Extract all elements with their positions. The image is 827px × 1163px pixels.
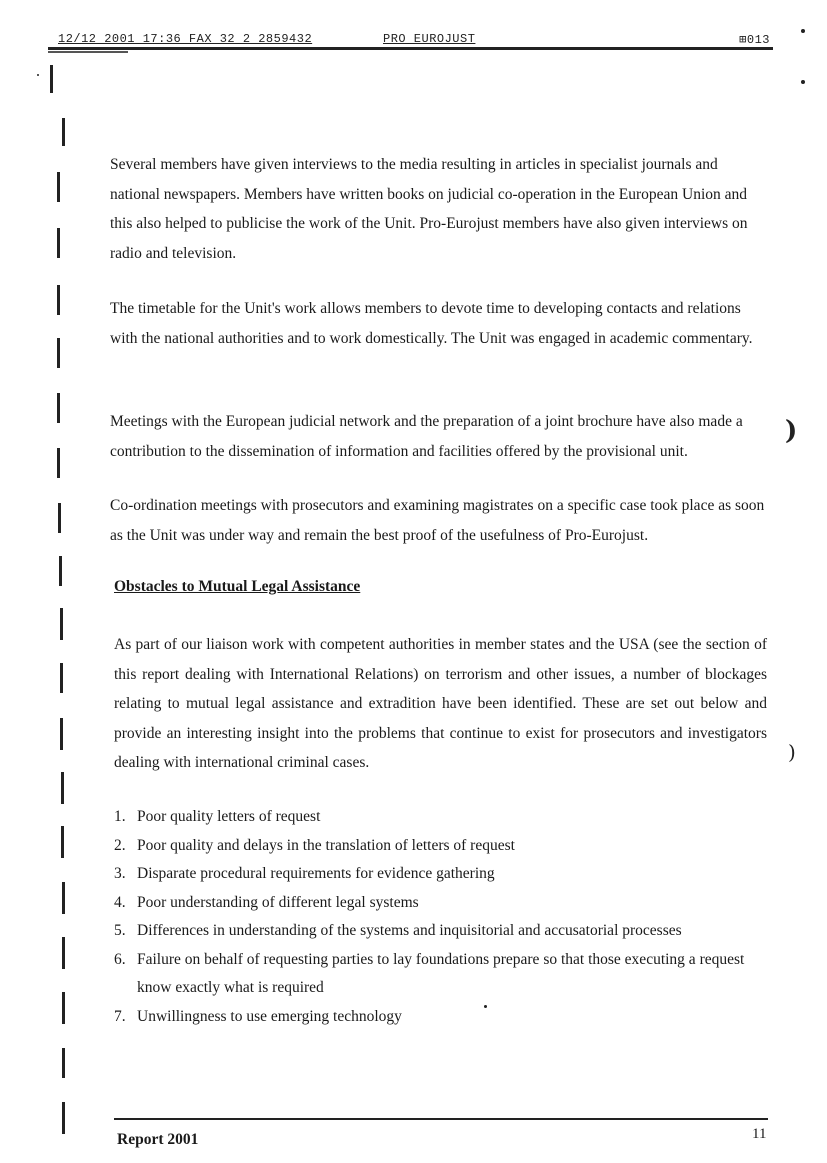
- list-item-text: Poor understanding of different legal systems: [137, 893, 419, 911]
- scan-margin-bar: [60, 718, 63, 750]
- list-item: [114, 889, 754, 918]
- list-item-number: 4.: [114, 893, 126, 911]
- section-heading: Obstacles to Mutual Legal Assistance: [114, 578, 361, 595]
- scan-margin-bar: [62, 1048, 65, 1078]
- list-item-number: 6.: [114, 950, 126, 968]
- fax-header-rule: [48, 47, 773, 50]
- paragraph-meetings: Meetings with the European judicial network and the preparation of a joint brochure have also made a contribution to the dissemination of information and facilities offered by the provisional unit.: [110, 413, 743, 460]
- scan-margin-bar: [57, 338, 60, 368]
- scan-margin-bar: [61, 826, 64, 858]
- list-item: [114, 832, 754, 861]
- footer-report-title: Report 2001: [117, 1131, 199, 1148]
- scan-speck: [801, 29, 805, 33]
- scan-margin-bar: [57, 228, 60, 258]
- list-item-text: Poor quality letters of request: [137, 808, 321, 825]
- footer-page-number: 11: [752, 1126, 767, 1142]
- scan-margin-bar: [57, 172, 60, 202]
- list-item-text: Differences in understanding of the systems and inquisitorial and accusatorial processes: [137, 922, 682, 939]
- paragraph-coordination: Co-ordination meetings with prosecutors and examining magistrates on a specific case took place as soon as the Unit was under way and remain the best proof of the usefulness of Pro-Eurojust.: [110, 497, 765, 544]
- fax-page-number: ⊞013: [739, 33, 770, 47]
- list-item-text: Unwillingness to use emerging technology: [137, 1007, 402, 1025]
- list-item-number: 5.: [114, 922, 126, 939]
- scan-edge-mark: [50, 65, 53, 93]
- scan-margin-bar: [58, 503, 61, 533]
- list-item-text: Failure on behalf of requesting parties to lay foundations prepare so that those executing a request know exactly what is required: [137, 950, 745, 996]
- list-item-number: 2.: [114, 836, 126, 854]
- scan-margin-bar: [60, 663, 63, 693]
- section-intro: As part of our liaison work with competent authorities in member states and the USA (see the section of this report dealing with International Relations) on terrorism and other issues, a number of blockages relating to mutual legal assistance and extradition have been identified. These are set out below and provide an interesting insight into the problems that continue to exist for prosecutors and investigators dealing with international criminal cases.: [114, 636, 767, 771]
- scan-margin-bar: [62, 882, 65, 914]
- paragraph-timetable: The timetable for the Unit's work allows members to devote time to developing contacts and relations with the national authorities and to work domestically. The Unit was engaged in academic commentary.: [110, 300, 753, 347]
- list-item-number: 3.: [114, 865, 126, 882]
- scan-margin-bar: [62, 937, 65, 969]
- fax-sender: PRO EUROJUST: [383, 32, 476, 46]
- scan-margin-bar: [62, 118, 65, 146]
- list-item-number: 1.: [114, 808, 126, 825]
- scan-margin-bar: [59, 556, 62, 586]
- list-item-text: Poor quality and delays in the translation of letters of request: [137, 836, 515, 854]
- scan-margin-bar: [60, 608, 63, 640]
- fax-header-rule-thin: [48, 51, 128, 53]
- list-item-number: 7.: [114, 1007, 126, 1025]
- list-item: [114, 946, 754, 1003]
- paragraph-media-interviews: Several members have given interviews to the media resulting in articles in specialist journals and national newspapers. Members have written books on judicial co-operation in the European Union and this also helped to publicise the work of the Unit. Pro-Eurojust members have also given interviews on radio and television.: [110, 156, 748, 262]
- scan-margin-bar: [57, 448, 60, 478]
- scan-speck: [37, 74, 39, 76]
- scan-margin-bar: [57, 285, 60, 315]
- scan-bracket-mark: ): [785, 416, 798, 446]
- fax-datetime: 12/12 2001 17:36 FAX 32 2 2859432: [58, 32, 313, 46]
- fax-header: [58, 32, 770, 48]
- scan-margin-bar: [61, 772, 64, 804]
- footer-rule: [114, 1118, 768, 1120]
- scan-margin-bar: [62, 1102, 65, 1134]
- list-item: [114, 917, 754, 946]
- scan-bracket-mark: ): [788, 740, 796, 764]
- list-item-text: Disparate procedural requirements for evidence gathering: [137, 865, 495, 882]
- scan-margin-bar: [57, 393, 60, 423]
- scan-speck: [801, 80, 805, 84]
- scan-margin-bar: [62, 992, 65, 1024]
- list-item: [114, 860, 754, 889]
- list-item: [114, 1003, 754, 1032]
- obstacles-list: [114, 803, 754, 1031]
- list-item: [114, 803, 754, 832]
